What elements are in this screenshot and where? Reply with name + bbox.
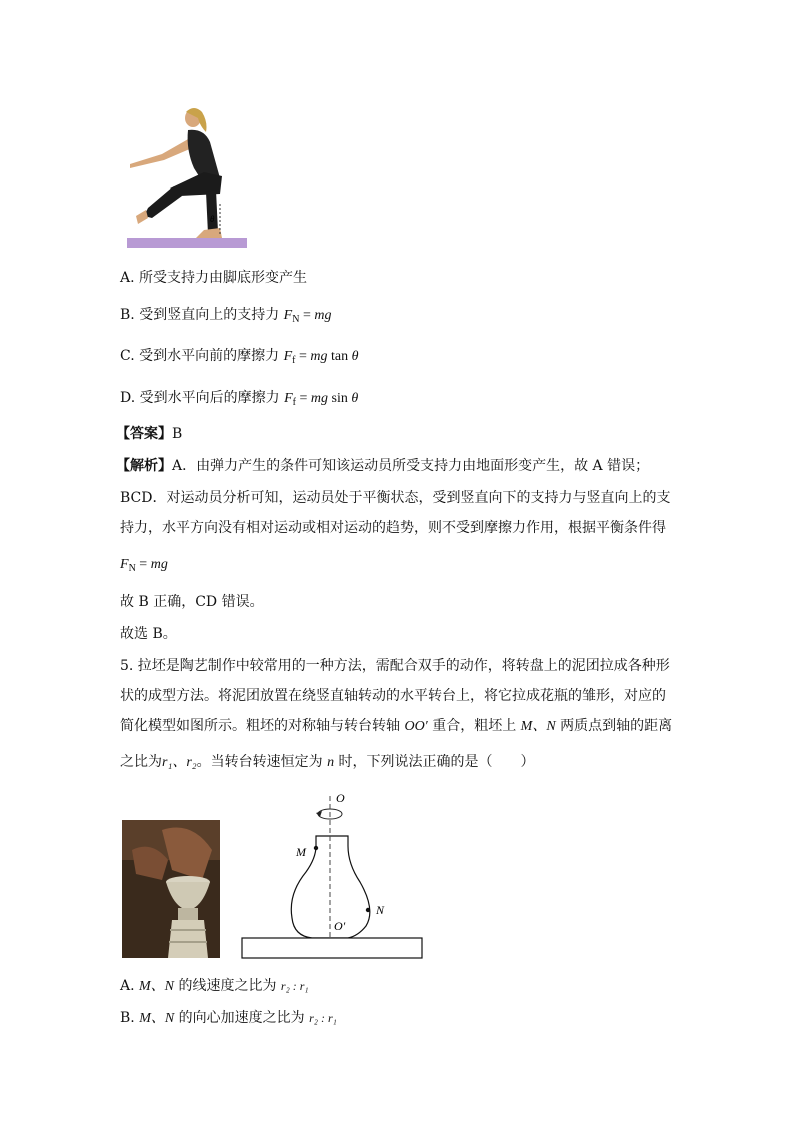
vase-diagram: [236, 786, 428, 962]
analysis-line-2: BCD．对运动员分析可知，运动员处于平衡状态，受到竖直向下的支持力与竖直向上的支: [120, 490, 671, 506]
yoga-mat: [127, 238, 247, 248]
label-o: O: [336, 791, 345, 805]
q5-line-2: 状的成型方法。将泥团放置在绕竖直轴转动的水平转台上，将它拉成花瓶的雏形，对应的: [120, 688, 666, 704]
q5-option-a: A. M、N 的线速度之比为 r₂ : r₁: [120, 978, 309, 994]
q5-line-3: 简化模型如图所示。粗坯的对称轴与转台转轴 OO′ 重合，粗坯上 M、N 两质点到轴的距离: [120, 718, 673, 734]
point-n: [366, 908, 370, 912]
label-o-prime: O′: [334, 919, 346, 933]
label-m: M: [296, 845, 306, 859]
option-a: A. 所受支持力由脚底形变产生: [120, 270, 308, 286]
point-m: [314, 846, 318, 850]
option-b: B. 受到竖直向上的支持力 $F_N$ = mg: [120, 307, 332, 325]
analysis-line-1: 【解析】A．由弹力产生的条件可知该运动员所受支持力由地面形变产生，故 A 错误；: [116, 458, 650, 474]
theta-label: θ: [210, 214, 215, 224]
q5-option-b: B. M、N 的向心加速度之比为 r₂ : r₁: [120, 1010, 337, 1026]
option-d: D. 受到水平向后的摩擦力 $F_f$ = mg sin θ: [120, 390, 359, 408]
analysis-line-3: 持力，水平方向没有相对运动或相对运动的趋势，则不受到摩擦力作用，根据平衡条件得: [120, 520, 666, 536]
turntable: [242, 938, 422, 958]
analysis-line-5: 故 B 正确，CD 错误。: [120, 594, 264, 610]
pottery-photo: [122, 820, 220, 958]
analysis-line-6: 故选 B。: [120, 626, 177, 642]
option-c: C. 受到水平向前的摩擦力 $F_f$ = mg tan θ: [120, 348, 359, 366]
analysis-line-4: $F_N$ = mg: [120, 557, 168, 574]
q5-line-1: 5. 拉坯是陶艺制作中较常用的一种方法，需配合双手的动作，将转盘上的泥团拉成各种形: [120, 658, 670, 674]
answer-line: 【答案】B: [116, 426, 183, 442]
athlete-figure: [124, 104, 250, 252]
q5-line-4: 之比为r₁、r₂。当转台转速恒定为 n 时，下列说法正确的是（ ）: [120, 754, 535, 770]
label-n: N: [376, 903, 385, 917]
